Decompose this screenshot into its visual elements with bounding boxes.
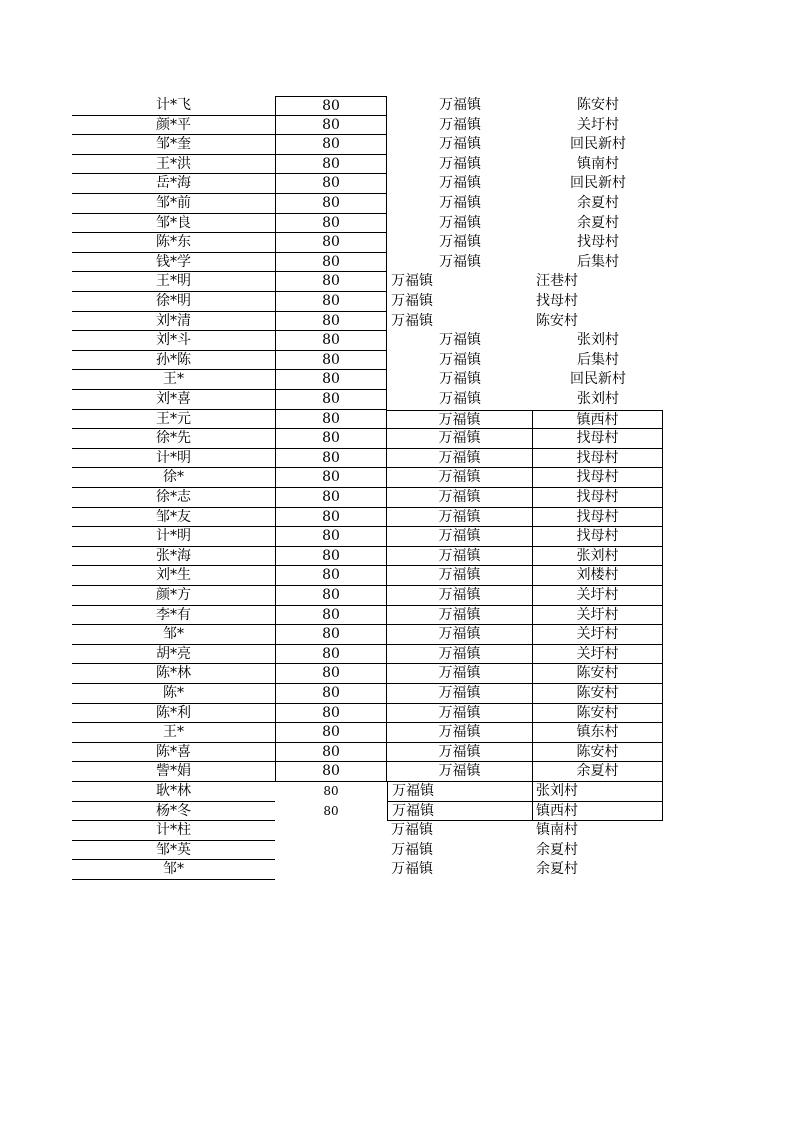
- table-row: [0, 664, 793, 684]
- town-cell: 万福镇: [387, 449, 533, 469]
- village-cell: 陈安村: [533, 743, 663, 763]
- table-row: [0, 370, 793, 390]
- village-cell: 张刘村: [533, 782, 663, 802]
- town-cell: 万福镇: [439, 195, 481, 211]
- name-cell: 耿*林: [72, 782, 275, 802]
- village-cell: 镇东村: [533, 723, 663, 743]
- name-cell: 孙*陈: [72, 351, 275, 371]
- village-cell: 刘楼村: [533, 566, 663, 586]
- name-cell: 刘*生: [72, 566, 275, 586]
- name-cell: 陈*利: [72, 704, 275, 724]
- village-cell: 找母村: [533, 429, 663, 449]
- village-cell: 镇南村: [536, 822, 578, 839]
- village-cell: 回民新村: [570, 371, 626, 388]
- table-row: [0, 723, 793, 743]
- village-cell: 汪巷村: [536, 273, 578, 290]
- name-cell: 颜*方: [72, 586, 275, 606]
- village-cell: 陈安村: [577, 97, 619, 113]
- village-cell: 找母村: [533, 449, 663, 469]
- table-row: [0, 821, 793, 841]
- table-row: [0, 841, 793, 861]
- village-cell: 余夏村: [577, 214, 619, 231]
- name-cell: 王*元: [72, 410, 275, 430]
- table-row: [0, 253, 793, 273]
- table-row: [0, 527, 793, 547]
- table-row: [0, 174, 793, 194]
- name-cell: 钱*学: [72, 253, 275, 273]
- name-cell: 李*有: [72, 606, 275, 626]
- amount-cell: 80: [275, 684, 387, 704]
- town-cell: 万福镇: [439, 155, 481, 172]
- village-cell: 张刘村: [533, 547, 663, 567]
- name-cell: 胡*亮: [72, 645, 275, 665]
- name-cell: 张*海: [72, 547, 275, 567]
- amount-cell: 80: [323, 784, 339, 798]
- amount-cell: 80: [275, 116, 387, 136]
- village-cell: 关圩村: [533, 586, 663, 606]
- amount-cell: 80: [275, 272, 387, 292]
- village-cell: 镇西村: [533, 802, 663, 822]
- village-cell: 找母村: [533, 468, 663, 488]
- name-cell: 刘*喜: [72, 390, 275, 410]
- village-cell: 陈安村: [533, 704, 663, 724]
- name-cell: 徐*: [72, 468, 275, 488]
- town-cell: 万福镇: [387, 468, 533, 488]
- village-cell: 关圩村: [577, 116, 619, 133]
- town-cell: 万福镇: [387, 704, 533, 724]
- village-cell: 镇西村: [533, 410, 663, 430]
- name-cell: 计*飞: [72, 96, 275, 116]
- village-cell: 关圩村: [533, 645, 663, 665]
- name-cell: 徐*明: [72, 292, 275, 312]
- amount-cell: 80: [275, 723, 387, 743]
- town-cell: 万福镇: [387, 645, 533, 665]
- town-cell: 万福镇: [387, 547, 533, 567]
- town-cell: 万福镇: [439, 136, 481, 153]
- village-cell: 关圩村: [533, 625, 663, 645]
- amount-cell: 80: [275, 508, 387, 528]
- name-cell: 王*: [72, 723, 275, 743]
- name-cell: 陈*喜: [72, 743, 275, 763]
- name-cell: 岳*海: [72, 174, 275, 194]
- table-row: [0, 488, 793, 508]
- town-cell: 万福镇: [387, 684, 533, 704]
- amount-cell: 80: [275, 527, 387, 547]
- town-cell: 万福镇: [387, 508, 533, 528]
- amount-cell: [275, 821, 387, 841]
- amount-cell: 80: [275, 566, 387, 586]
- amount-cell: [275, 860, 387, 880]
- town-cell: 万福镇: [387, 802, 533, 822]
- village-cell: 找母村: [533, 488, 663, 508]
- amount-cell: 80: [275, 664, 387, 684]
- village-cell: 关圩村: [533, 606, 663, 626]
- table-row: [0, 272, 793, 292]
- amount-cell: [275, 841, 387, 861]
- amount-cell: 80: [275, 292, 387, 312]
- name-cell: 徐*志: [72, 488, 275, 508]
- table-row: [0, 704, 793, 724]
- name-cell: 杨*冬: [72, 802, 275, 822]
- town-cell: 万福镇: [387, 586, 533, 606]
- town-cell: 万福镇: [439, 351, 481, 368]
- table-row: [0, 194, 793, 214]
- amount-cell: 80: [275, 214, 387, 234]
- table-row: [0, 547, 793, 567]
- amount-cell: 80: [275, 96, 387, 116]
- table-row: [0, 645, 793, 665]
- town-cell: 万福镇: [439, 97, 481, 113]
- name-cell: 计*明: [72, 449, 275, 469]
- table-row: [0, 860, 793, 880]
- table-row: [0, 214, 793, 234]
- name-cell: 计*明: [72, 527, 275, 547]
- table-row: [0, 762, 793, 782]
- amount-cell: 80: [275, 429, 387, 449]
- village-cell: 后集村: [577, 253, 619, 270]
- amount-cell: 80: [275, 370, 387, 390]
- town-cell: 万福镇: [387, 410, 533, 430]
- amount-cell: 80: [275, 233, 387, 253]
- amount-cell: 80: [275, 449, 387, 469]
- amount-cell: 80: [275, 155, 387, 175]
- town-cell: 万福镇: [391, 861, 433, 878]
- name-cell: 邹*前: [72, 194, 275, 214]
- amount-cell: 80: [275, 645, 387, 665]
- town-cell: 万福镇: [439, 214, 481, 231]
- table-row: [0, 625, 793, 645]
- town-cell: 万福镇: [439, 253, 481, 270]
- table-row: [0, 155, 793, 175]
- town-cell: 万福镇: [391, 312, 433, 329]
- village-cell: 找母村: [533, 508, 663, 528]
- table-row: [0, 782, 793, 802]
- name-cell: 訾*娟: [72, 762, 275, 782]
- village-cell: 余夏村: [536, 861, 578, 878]
- amount-cell: 80: [275, 704, 387, 724]
- name-cell: 陈*林: [72, 664, 275, 684]
- name-cell: 陈*东: [72, 233, 275, 253]
- amount-cell: 80: [275, 135, 387, 155]
- amount-cell: 80: [275, 586, 387, 606]
- table-row: [0, 449, 793, 469]
- amount-cell: 80: [275, 762, 387, 782]
- name-cell: 王*洪: [72, 155, 275, 175]
- table-row: [0, 233, 793, 253]
- table-row: [0, 292, 793, 312]
- town-cell: 万福镇: [387, 527, 533, 547]
- name-cell: 徐*先: [72, 429, 275, 449]
- table-row: [0, 508, 793, 528]
- table-row: [0, 390, 793, 410]
- town-cell: 万福镇: [391, 841, 433, 858]
- village-cell: 张刘村: [577, 332, 619, 349]
- village-cell: 后集村: [577, 351, 619, 368]
- town-cell: 万福镇: [439, 332, 481, 349]
- village-cell: 回民新村: [570, 136, 626, 153]
- table-row: [0, 802, 793, 822]
- table-row: [0, 606, 793, 626]
- amount-cell: 80: [275, 174, 387, 194]
- village-cell: 张刘村: [577, 391, 619, 407]
- amount-cell: 80: [323, 803, 339, 818]
- name-cell: 刘*清: [72, 312, 275, 332]
- table-row: [0, 743, 793, 763]
- amount-cell: 80: [275, 625, 387, 645]
- table-row: [0, 468, 793, 488]
- table-row: [0, 331, 793, 351]
- town-cell: 万福镇: [387, 664, 533, 684]
- village-cell: 余夏村: [536, 841, 578, 858]
- amount-cell: 80: [275, 253, 387, 273]
- amount-cell: 80: [275, 606, 387, 626]
- table-row: [0, 586, 793, 606]
- amount-cell: 80: [275, 468, 387, 488]
- amount-cell: 80: [275, 312, 387, 332]
- village-cell: 余夏村: [533, 762, 663, 782]
- name-cell: 邹*奎: [72, 135, 275, 155]
- village-cell: 找母村: [536, 293, 578, 309]
- amount-cell: 80: [275, 488, 387, 508]
- name-cell: 王*: [72, 370, 275, 390]
- name-cell: 邹*良: [72, 214, 275, 234]
- amount-cell: 80: [275, 390, 387, 410]
- table-row: [0, 566, 793, 586]
- village-cell: 找母村: [533, 527, 663, 547]
- village-cell: 回民新村: [570, 175, 626, 192]
- table-row: [0, 429, 793, 449]
- village-cell: 镇南村: [577, 155, 619, 172]
- amount-cell: 80: [275, 547, 387, 567]
- village-cell: 陈安村: [533, 664, 663, 684]
- town-cell: 万福镇: [387, 723, 533, 743]
- town-cell: 万福镇: [439, 371, 481, 388]
- amount-cell: 80: [275, 351, 387, 371]
- table-row: [0, 684, 793, 704]
- name-cell: 陈*: [72, 684, 275, 704]
- name-cell: 刘*斗: [72, 331, 275, 351]
- town-cell: 万福镇: [387, 762, 533, 782]
- town-cell: 万福镇: [439, 116, 481, 133]
- name-cell: 邹*友: [72, 508, 275, 528]
- town-cell: 万福镇: [387, 782, 533, 802]
- amount-cell: 80: [275, 743, 387, 763]
- table-row: [0, 410, 793, 430]
- table-row: [0, 96, 793, 116]
- village-cell: 陈安村: [536, 312, 578, 329]
- table-row: [0, 351, 793, 371]
- village-cell: 陈安村: [533, 684, 663, 704]
- table-row: [0, 312, 793, 332]
- town-cell: 万福镇: [391, 273, 433, 290]
- name-cell: 计*柱: [72, 821, 275, 841]
- name-cell: 颜*平: [72, 116, 275, 136]
- town-cell: 万福镇: [439, 175, 481, 192]
- village-cell: 找母村: [577, 234, 619, 251]
- name-cell: 邹*: [72, 625, 275, 645]
- table-row: [0, 116, 793, 136]
- village-cell: 余夏村: [577, 195, 619, 211]
- town-cell: 万福镇: [387, 566, 533, 586]
- town-cell: 万福镇: [387, 488, 533, 508]
- town-cell: 万福镇: [391, 822, 433, 839]
- town-cell: 万福镇: [387, 606, 533, 626]
- table-row: [0, 135, 793, 155]
- amount-cell: 80: [275, 194, 387, 214]
- town-cell: 万福镇: [387, 429, 533, 449]
- name-cell: 邹*英: [72, 841, 275, 861]
- town-cell: 万福镇: [391, 293, 433, 309]
- name-cell: 邹*: [72, 860, 275, 880]
- amount-cell: 80: [275, 410, 387, 430]
- town-cell: 万福镇: [439, 391, 481, 407]
- town-cell: 万福镇: [387, 743, 533, 763]
- name-cell: 王*明: [72, 272, 275, 292]
- amount-cell: 80: [275, 331, 387, 351]
- town-cell: 万福镇: [439, 234, 481, 251]
- town-cell: 万福镇: [387, 625, 533, 645]
